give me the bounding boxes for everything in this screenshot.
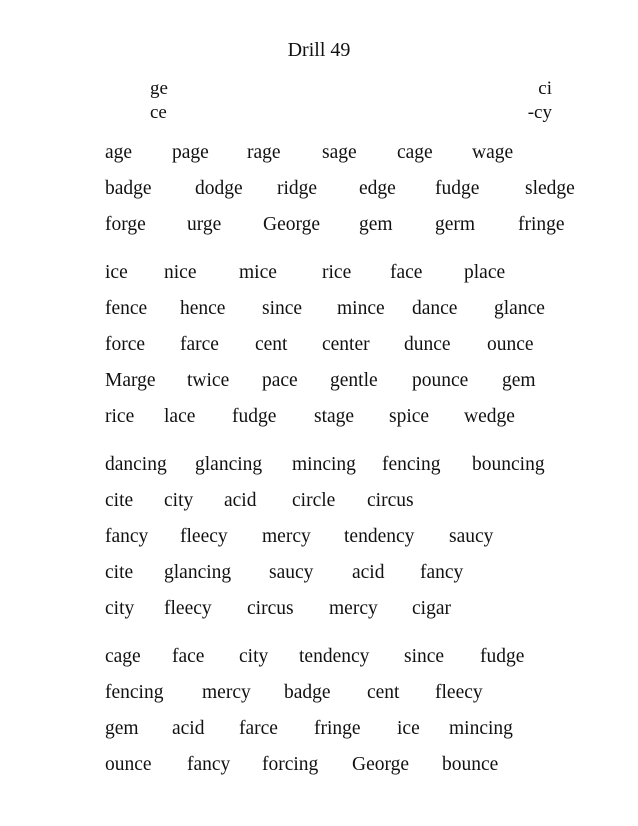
drill-word: badge — [284, 682, 331, 703]
drill-word: fringe — [518, 214, 565, 235]
drill-word: since — [404, 646, 445, 667]
drill-word: force — [105, 334, 146, 355]
drill-word: acid — [352, 562, 385, 583]
drill-word: dance — [412, 298, 458, 319]
drill-word: fence — [105, 298, 148, 319]
drill-word: pace — [262, 370, 298, 391]
drill-word: fencing — [105, 682, 164, 703]
drill-word: age — [105, 142, 133, 163]
drill-word: cent — [255, 334, 288, 355]
drill-word: fencing — [382, 454, 441, 475]
drill-word: wedge — [464, 406, 515, 427]
drill-word: spice — [389, 406, 430, 427]
drill-word: since — [262, 298, 303, 319]
drill-word: fudge — [480, 646, 525, 667]
drill-word: nice — [164, 262, 197, 283]
drill-word: stage — [314, 406, 355, 427]
drill-word: dunce — [404, 334, 451, 355]
drill-word: dodge — [195, 178, 243, 199]
header-ce: ce — [150, 102, 167, 123]
drill-word: mercy — [329, 598, 378, 619]
drill-word: mercy — [202, 682, 251, 703]
drill-word: gem — [105, 718, 139, 739]
drill-word: rage — [247, 142, 281, 163]
drill-word: city — [239, 646, 269, 667]
drill-word: dancing — [105, 454, 167, 475]
drill-word: sledge — [525, 178, 575, 199]
drill-word: glancing — [195, 454, 263, 475]
drill-word: cage — [105, 646, 141, 667]
drill-word: bouncing — [472, 454, 545, 475]
drill-word: farce — [239, 718, 278, 739]
drill-word: ounce — [487, 334, 534, 355]
drill-word: mice — [239, 262, 277, 283]
drill-word: rice — [322, 262, 352, 283]
drill-word: cite — [105, 562, 134, 583]
drill-word: fudge — [232, 406, 277, 427]
header-ge: ge — [150, 78, 168, 99]
drill-word: urge — [187, 214, 222, 235]
drill-word: face — [172, 646, 205, 667]
drill-word: acid — [172, 718, 205, 739]
drill-word: germ — [435, 214, 476, 235]
drill-word: fancy — [420, 562, 464, 583]
header-ci: ci — [538, 78, 552, 99]
drill-word: farce — [180, 334, 219, 355]
drill-word: sage — [322, 142, 357, 163]
drill-word: mince — [337, 298, 385, 319]
drill-word: glancing — [164, 562, 232, 583]
drill-word: forcing — [262, 754, 319, 775]
drill-word: twice — [187, 370, 230, 391]
drill-word: Marge — [105, 370, 156, 391]
drill-word: fleecy — [164, 598, 212, 619]
drill-word: tendency — [299, 646, 370, 667]
drill-word: fleecy — [435, 682, 483, 703]
drill-word: George — [352, 754, 410, 775]
drill-word: cigar — [412, 598, 451, 619]
drill-word: pounce — [412, 370, 469, 391]
drill-word: cage — [397, 142, 433, 163]
drill-word: acid — [224, 490, 257, 511]
drill-word: ice — [397, 718, 420, 739]
drill-word: saucy — [269, 562, 314, 583]
drill-word: glance — [494, 298, 545, 319]
drill-word: fancy — [105, 526, 149, 547]
drill-word: page — [172, 142, 209, 163]
drill-word: center — [322, 334, 370, 355]
drill-word: George — [263, 214, 321, 235]
drill-word: wage — [472, 142, 514, 163]
drill-word: ounce — [105, 754, 152, 775]
drill-word: ice — [105, 262, 128, 283]
drill-word: badge — [105, 178, 152, 199]
drill-word: mercy — [262, 526, 311, 547]
drill-word: gentle — [330, 370, 378, 391]
drill-word: edge — [359, 178, 396, 199]
drill-word: tendency — [344, 526, 415, 547]
drill-word: fleecy — [180, 526, 228, 547]
drill-word: ridge — [277, 178, 318, 199]
drill-word: mincing — [292, 454, 356, 475]
drill-word: gem — [359, 214, 393, 235]
drill-word: city — [105, 598, 135, 619]
drill-word: face — [390, 262, 423, 283]
drill-word: fudge — [435, 178, 480, 199]
drill-word: hence — [180, 298, 226, 319]
drill-word: fringe — [314, 718, 361, 739]
drill-word: place — [464, 262, 506, 283]
drill-word: saucy — [449, 526, 494, 547]
drill-word: lace — [164, 406, 196, 427]
drill-word: gem — [502, 370, 536, 391]
drill-word: city — [164, 490, 194, 511]
drill-word: cite — [105, 490, 134, 511]
drill-word: bounce — [442, 754, 499, 775]
drill-word: mincing — [449, 718, 513, 739]
drill-word: rice — [105, 406, 135, 427]
drill-word: fancy — [187, 754, 231, 775]
drill-word: circus — [367, 490, 414, 511]
drill-word: circle — [292, 490, 336, 511]
page-title: Drill 49 — [287, 39, 351, 61]
drill-word: cent — [367, 682, 400, 703]
drill-word: circus — [247, 598, 294, 619]
drill-word: forge — [105, 214, 146, 235]
header-cy: -cy — [527, 102, 552, 123]
